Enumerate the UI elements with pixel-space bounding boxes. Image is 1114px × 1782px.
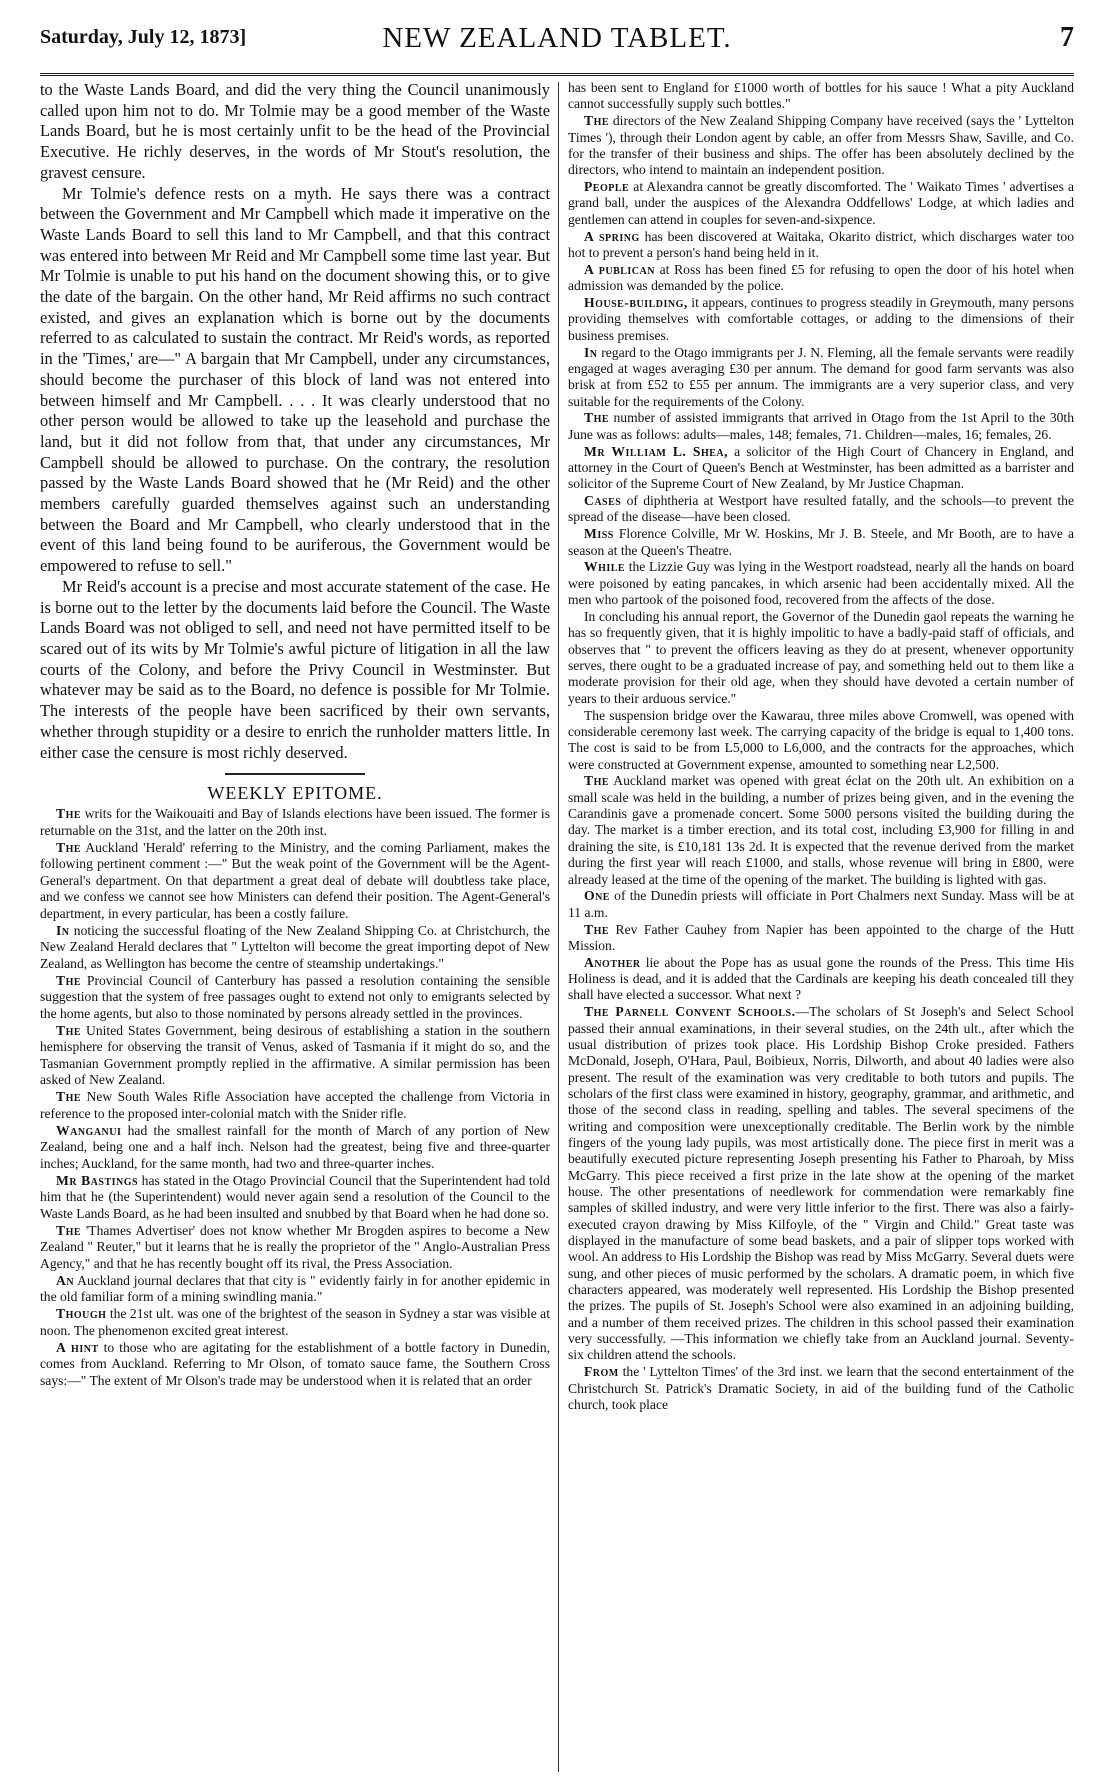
article-paragraph: to the Waste Lands Board, and did the very thing the Council unanimously called upon him not to do. Mr Tolmie may be a good member of the Waste Lands Board, but he is most certainly unfit to be the head of the Provincial Executive. He richly deserves, in the words of Mr Stout's resolution, the gravest censure. (40, 80, 550, 182)
newspaper-title: NEW ZEALAND TABLET. (382, 22, 732, 54)
item-lead-word: In (56, 922, 70, 938)
item-text: regard to the Otago immigrants per J. N. Fleming, all the female servants were readily engaged at wages averaging £30 per annum. The demand for good farm servants was also brisk at from £52 to £55 per annum. The immigrants are a very superior class, and very suitable for the requirements of the Colony. (568, 344, 1074, 409)
item-text: number of assisted immigrants that arrived in Otago from the 1st April to the 30th June was as follows: adults—males, 148; females, 71. Children—males, 16; females, 26. (568, 410, 1074, 442)
item-text: of the Dunedin priests will officiate in Port Chalmers next Sunday. Mass will be at 11 a.m. (568, 888, 1074, 920)
item-lead-word: House-building, (584, 294, 688, 310)
epitome-item (40, 973, 550, 1023)
item-lead-word: The (56, 1222, 82, 1238)
issue-date: Saturday, July 12, 1873] (40, 26, 247, 48)
epitome-item (40, 1173, 550, 1223)
item-text: Auckland journal declares that that city is " evidently fairly in for another epidemic in the old familiar form of a mining swindling mania." (40, 1272, 550, 1305)
item-lead-word: One (584, 888, 610, 904)
item-text: the ' Lyttelton Times' of the 3rd inst. we learn that the second entertainment of the Christchurch St. Patrick's Dramatic Society, in aid of the building fund of the Catholic church, took place (568, 1364, 1074, 1412)
item-lead-word: The (584, 921, 610, 937)
epitome-item (568, 229, 1074, 262)
item-lead-word: The (584, 113, 610, 129)
item-text: at Alexandra cannot be greatly discomforted. The ' Waikato Times ' advertises a grand ball, under the auspices of the Alexandra Oddfellows' Lodge, at which ladies and gentlemen can attend in couples for seven-and-sixpence. (568, 179, 1074, 227)
epitome-item (568, 609, 1074, 707)
page-number: 7 (1060, 22, 1074, 53)
item-lead-word: People (584, 179, 630, 195)
item-text: had the smallest rainfall for the month of March of any portion of New Zealand, being one and a half inch. Nelson had the greatest, being five and three-quarter inches; Auckland, for the same month, had two and three-quarter inches. (40, 1122, 550, 1171)
item-text: writs for the Waikouaiti and Bay of Islands elections have been issued. The former is returnable on the 31st, and the latter on the 20th inst. (40, 806, 550, 838)
item-lead-word: Wanganui (56, 1122, 122, 1138)
item-lead-word: An (56, 1272, 75, 1288)
item-text: Provincial Council of Canterbury has passed a resolution containing the sensible suggestion that the system of free passages ought to extend not only to emigrants selected by the home agents, but also to those nominated by persons already settled in the provinces. (40, 972, 550, 1021)
item-lead-word: The (56, 972, 82, 988)
item-text: lie about the Pope has as usual gone the rounds of the Press. This time His Holiness is dead, and it is added that the Cardinals are keeping his death concealed till they shall have elected a successor. What next ? (568, 954, 1074, 1003)
masthead (40, 20, 1074, 58)
column-divider (558, 82, 559, 1772)
epitome-item (40, 1306, 550, 1339)
item-text: In concluding his annual report, the Governor of the Dunedin gaol repeats the warning he has so frequently given, that it is highly impolitic to have a badly-paid staff of officials, and observes that " to prevent the officers leaving as they do at present, whenever opportunity serves, there ought to be a graduated increase of pay, and something held out to them like a moderate provision for their old age, when they should have devoted a certain number of years to their arduous service." (568, 609, 1074, 706)
item-lead-word: A hint (56, 1339, 99, 1355)
epitome-continuation: has been sent to England for £1000 worth of bottles for his sauce ! What a pity Auckland cannot successfully supply such bottles." (568, 80, 1074, 112)
item-text: The suspension bridge over the Kawarau, three miles above Cromwell, was opened with considerable ceremony last week. The carrying capacity of the bridge is equal to 1,400 tons. The cost is said to be from L5,000 to L6,000, and the contracts for the approaches, which were constructed at Government expense, amounted to something near L2,500. (568, 707, 1074, 772)
epitome-item (568, 295, 1074, 344)
item-text: to those who are agitating for the establishment of a bottle factory in Dunedin, comes from Auckland. Referring to Mr Olson, of tomato sauce fame, the Southern Cross says:—" The extent of Mr Olson's trade may be understood when it is related that an order (40, 1339, 550, 1388)
epitome-item (40, 840, 550, 923)
section-title: WEEKLY EPITOME. (207, 783, 383, 804)
item-text: directors of the New Zealand Shipping Company have received (says the ' Lyttelton Times '), through their London agent by cable, an offer from Messrs Shaw, Saville, and Co. for the transfer of their business and ships. The offer has been absolutely declined by the directors, who intend to maintain an independent position. (568, 113, 1074, 178)
item-text: has been discovered at Waitaka, Okarito district, which discharges water too hot to prevent a person's hand being held in it. (568, 228, 1074, 260)
epitome-item (568, 262, 1074, 295)
item-text: 'Thames Advertiser' does not know whether Mr Brogden aspires to become a New Zealand " Reuter," but it learns that he is really the proprietor of the " Anglo-Australian Press Agency," and that he has recently bought off its rival, the Press Association. (40, 1222, 550, 1271)
item-lead-word: The (56, 1022, 82, 1038)
item-text: the 21st ult. was one of the brightest of the season in Sydney a star was visible at noon. The phenomenon excited great interest. (40, 1306, 550, 1338)
item-lead-word: The (56, 839, 82, 855)
item-text: the Lizzie Guy was lying in the Westport roadstead, nearly all the hands on board were poisoned by eating pancakes, in which arsenic had been accidentally mixed. All the men who partook of the poisoned food, recovered from the affects of the dose. (568, 559, 1074, 608)
epitome-list-left (40, 806, 550, 1389)
item-lead-word: Miss (584, 526, 614, 542)
section-divider (225, 773, 365, 775)
item-lead-word: Another (584, 954, 641, 970)
article-paragraph: Mr Reid's account is a precise and most accurate statement of the case. He is borne out to the letter by the documents laid before the Council. The Waste Lands Board was not obliged to sell, and need not have permitted itself to be scared out of its wits by Mr Tolmie's awful picture of litigation in all the law courts of the Colony, and before the Privy Council in Westminster. But whatever may be said as to the Board, no defence is possible for Mr Tolmie. The interests of the people have been sacrificed by their own servants, whether through stupidity or a desire to enrich the runholder matters little. In either case the censure is most richly deserved. (40, 576, 550, 762)
item-text: —The scholars of St Joseph's and Select School passed their annual examinations, in their several studies, on the 24th ult., after which the usual distribution of prizes took place. His Lordship Bishop Croke presided. Fathers McDonald, Joseph, O'Hara, Paul, Boibieux, Norris, Dilworth, and about 40 ladies were also present. The result of the examination was very creditable to both tutors and pupils. The scholars of the first class were examined in history, geography, grammar, and arithmetic, and those of the second class in reading, spelling and tables. The several specimens of the writing and composition were unexceptionally creditable. The Berlin work by the nimble fingers of the young lady pupils, was most artistically done. The piece first in merit was a beautifully executed picture representing Joseph presenting his Father to Pharoah, by Miss McGarry. This piece received a first prize in the late show at the opening of the market house. The other presentations of needlework for commendation were remarkably fine samples of skilled industry, and were very little inferior to the first. There was also a fairly-executed crayon drawing by Miss Kilfoyle, of the " Virgin and Child." Great taste was displayed in the manufacture of some bead baskets, and a pair of slipper tops worked with wool. An address to His Lordship the Bishop was read by Miss McGarry. Several duets were sung, and other pieces of music performed by the scholars. A dramatic poem, in which five characters appeared, was moderately well represented. His Lordship the Bishop presented the prizes. The pupils of St. Joseph's School were also examined in an adjoining building, and a number of them received prizes. The children in this school passed their examination very successfully. —This information we chiefly take from an Auckland journal. Seventy-six children attend the schools. (568, 1004, 1074, 1363)
item-text: a solicitor of the High Court of Chancery in England, and attorney in the Court of Queen's Bench at Westminster, has been admitted as a barrister and solicitor of the Supreme Court of New Zealand, by Mr Justice Chapman. (568, 443, 1074, 492)
item-lead-word: Mr William L. Shea, (584, 443, 729, 459)
epitome-item (568, 345, 1074, 410)
item-text: Auckland market was opened with great éclat on the 20th ult. An exhibition on a small scale was held in the building, a number of prizes being given, and in the evening the Carandinis gave a promenade concert. Some 5000 persons visited the building during the day. The market is a timber erection, and its total cost, including £3,900 for filling in and draining the site, is £10,181 13s 2d. It is expected that the revenue derived from the market during the first year will reach £1000, and stalls, whose revenue will bring in £800, were already leased at the time of the opening of the market. The building is lighted with gas. (568, 773, 1074, 887)
epitome-item (568, 1364, 1074, 1413)
item-lead-word: The Parnell Convent Schools. (584, 1004, 796, 1020)
item-lead-word: The (584, 410, 610, 426)
epitome-item (568, 888, 1074, 921)
epitome-item (40, 1023, 550, 1089)
epitome-item (40, 1340, 550, 1390)
epitome-item (568, 559, 1074, 608)
epitome-item (568, 773, 1074, 887)
item-text: Auckland 'Herald' referring to the Ministry, and the coming Parliament, makes the following pertinent comment :—" But the weak point of the Government will be the Agent-General's department. On that department a great deal of debate will doubtless take place, and we confess we cannot see how Ministers can defend their position. The Agent-General's department, in every particular, has been a costly failure. (40, 839, 550, 921)
item-lead-word: The (56, 806, 82, 822)
epitome-item (568, 526, 1074, 559)
item-lead-word: A spring (584, 228, 640, 244)
item-text: New South Wales Rifle Association have accepted the challenge from Victoria in reference to the proposed inter-colonial match with the Snider rifle. (40, 1089, 550, 1121)
epitome-item (568, 179, 1074, 228)
epitome-item (40, 1223, 550, 1273)
item-text: has stated in the Otago Provincial Council that the Superintendent had told him that he (the Superintendent) would never again send a resolution of the Council to the Waste Lands Board, as he had been insulted and snubbed by that Board when he had done so. (40, 1172, 550, 1221)
item-lead-word: Though (56, 1306, 107, 1322)
epitome-item (40, 806, 550, 839)
masthead-rule (40, 73, 1074, 76)
item-text: Florence Colville, Mr W. Hoskins, Mr J. B. Steele, and Mr Booth, are to have a season at the Queen's Theatre. (568, 526, 1074, 558)
epitome-item (568, 708, 1074, 773)
item-text: noticing the successful floating of the New Zealand Shipping Co. at Christchurch, the New Zealand Herald declares that " Lyttelton will become the great importing depot of New Zealand, as Wellington has become the centre of steamship undertakings." (40, 922, 550, 971)
item-lead-word: A publican (584, 261, 655, 277)
left-column (40, 80, 550, 1770)
item-lead-word: From (584, 1364, 619, 1380)
epitome-item (40, 1123, 550, 1173)
item-text: of diphtheria at Westport have resulted fatally, and the schools—to prevent the spread of the disease—have been closed. (568, 493, 1074, 525)
item-text: it appears, continues to progress steadily in Greymouth, many persons providing themselves with comfortable cottages, or adding to the dimensions of their business premises. (568, 294, 1074, 343)
item-text: Rev Father Cauhey from Napier has been appointed to the charge of the Hutt Mission. (568, 921, 1074, 953)
item-lead-word: In (584, 344, 598, 360)
epitome-item (40, 1273, 550, 1306)
epitome-item (568, 1004, 1074, 1364)
article-paragraph: Mr Tolmie's defence rests on a myth. He says there was a contract between the Government and Mr Campbell which made it imperative on the Waste Lands Board to sell this land to Mr Campbell, and that this contract was entered into between Mr Reid and Mr Campbell some time last year. But Mr Tolmie is unable to put his hand on the document showing this, or to give the date of the bargain. On the other hand, Mr Reid affirms no such contract existed, and gives an explanation which is borne out by the documents referred to as calculated to sustain the contract. Mr Reid's words, as reported in the 'Times,' are—" A bargain that Mr Campbell, under any circumstances, should become the purchaser of this block of land was not entered into between himself and Mr Campbell. . . . It was clearly understood that no other person would be allowed to take up the leasehold and purchase the land, but it did not follow from that, that under any circumstances, Mr Campbell should be allowed to purchase. On the contrary, the resolution passed by the Waste Lands Board showed that he (Mr Reid) and the other members carefully guarded themselves against such an understanding between the Board and Mr Campbell, who clearly understood that in the event of this land being found to be auriferous, the Government would be empowered to refuse to sell." (40, 183, 550, 576)
epitome-list-right (568, 80, 1074, 1413)
item-lead-word: The (584, 773, 610, 789)
epitome-item (568, 444, 1074, 493)
epitome-item (568, 922, 1074, 955)
epitome-item (40, 923, 550, 973)
item-text: at Ross has been fined £5 for refusing to open the door of his hotel when admission was demanded by the police. (568, 261, 1074, 294)
item-text: United States Government, being desirous of establishing a station in the southern hemisphere for observing the transit of Venus, asked of Tasmania if it might do so, and the Tasmanian Government promptly replied in the affirmative. A similar permission has been asked of New Zealand. (40, 1022, 550, 1088)
epitome-item (568, 955, 1074, 1004)
epitome-item (568, 493, 1074, 526)
item-lead-word: While (584, 559, 626, 575)
right-column (568, 80, 1074, 1770)
item-lead-word: The (56, 1089, 82, 1105)
epitome-item (568, 410, 1074, 443)
epitome-item (40, 1089, 550, 1122)
leading-article (40, 80, 550, 763)
item-lead-word: Cases (584, 493, 622, 509)
epitome-item (568, 113, 1074, 178)
item-lead-word: Mr Bastings (56, 1172, 139, 1188)
